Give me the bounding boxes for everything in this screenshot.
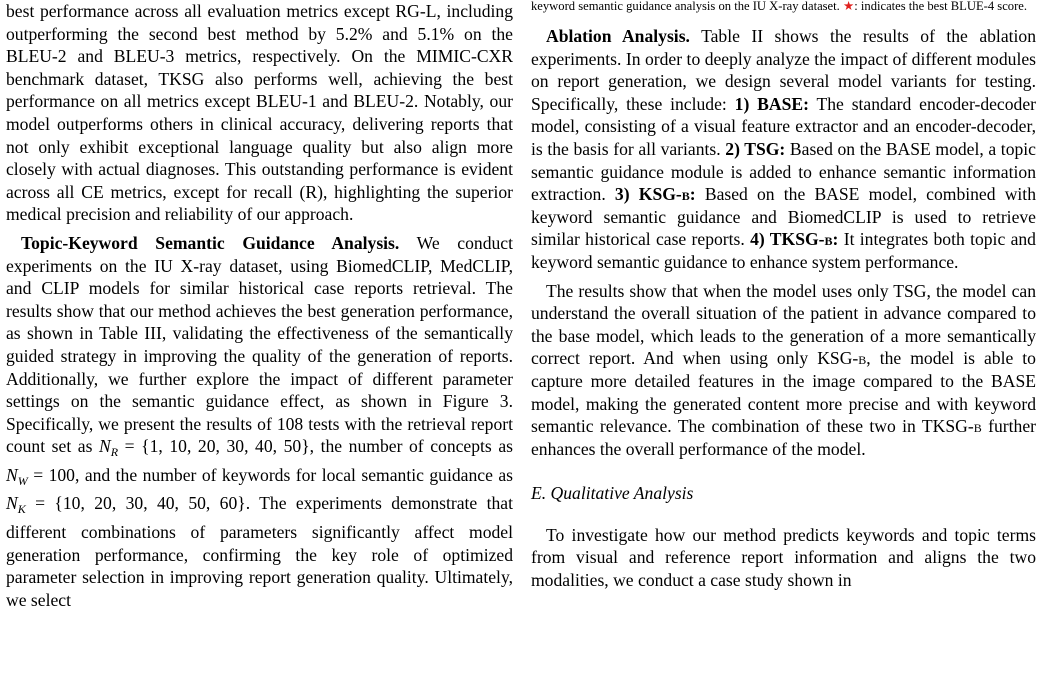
right-column	[531, 0, 1036, 592]
paragraph-topic-keyword-analysis	[6, 232, 513, 612]
paragraph-text: , the number of concepts as	[309, 436, 514, 457]
math-symbol: N	[6, 493, 18, 514]
math-subscript: W	[17, 473, 28, 488]
variant-label-smallcaps: b	[824, 229, 833, 250]
caption-text: : indicates the best BLUE-4 score.	[854, 0, 1028, 13]
math-value: = {1, 10, 20, 30, 40, 50}	[118, 436, 310, 457]
paragraph-text: We conduct experiments on the IU X-ray dataset, using BiomedCLIP, MedCLIP, and CLIP models for similar historical case reports retrieval. The results show that our method achieves the best generation performance, as shown in Table III, validating the effectiveness of the semantically guided strategy in improving the quality of the generation of reports. Additionally, we further explore the impact of different parameter settings on the semantic guidance effect, as shown in Figure 3. Specifically, we present the results of 108 tests with the retrieval report count set as	[6, 232, 513, 457]
variant-label-smallcaps: b	[681, 184, 690, 205]
paragraph-heading: Ablation Analysis.	[546, 26, 690, 46]
paragraph-qualitative-analysis: To investigate how our method predicts keywords and topic terms from visual and reference report information and aligns the two modalities, we conduct a case study shown in	[531, 524, 1036, 591]
paragraph-text: further enhances the overall performance of the model.	[531, 416, 1036, 459]
star-icon: ★	[842, 0, 855, 13]
table-caption	[531, 0, 1036, 13]
variant-label-text: 3) KSG-	[614, 184, 682, 205]
variant-label-colon: :	[689, 184, 696, 205]
variant-label-ksg	[615, 184, 696, 204]
variant-label-tksg	[750, 229, 838, 249]
paragraph-text: The results show that when the model uses only TSG, the model can understand the overall situation of the patient in advance compared to the base model, which leads to the generation of a more semantically correct report. And when using only KSG-	[531, 280, 1036, 369]
paragraph-text: . The experiments demonstrate that different combinations of parameters significantly affect model generation performance, confirming the key role of optimized parameter selection in improving report generation quality. Ultimately, we select	[6, 493, 513, 610]
variant-label-base: 1) BASE:	[734, 93, 809, 114]
math-subscript: R	[110, 445, 119, 460]
math-nr	[99, 436, 310, 460]
math-subscript: K	[17, 502, 26, 517]
smallcaps-text: b	[858, 348, 867, 369]
variant-label-tsg: 2) TSG:	[725, 138, 786, 159]
math-value: = 100	[27, 464, 75, 485]
paragraph-text: , and the number of keywords for local semantic guidance as	[74, 464, 513, 485]
paragraph-ablation-results	[531, 280, 1036, 461]
math-value: = {10, 20, 30, 40, 50, 60}	[25, 493, 246, 514]
caption-text: keyword semantic guidance analysis on the IU X-ray dataset.	[531, 0, 843, 13]
paragraph-text: Based on the BASE model, combined with keyword semantic guidance and BiomedCLIP is used to retrieve similar historical case reports.	[531, 184, 1036, 250]
math-nw	[6, 464, 75, 488]
variant-label-colon: :	[832, 229, 839, 250]
paragraph-text: It integrates both topic and keyword semantic guidance to enhance system performance.	[531, 229, 1036, 272]
math-nk	[6, 493, 246, 517]
paragraph-heading: Topic-Keyword Semantic Guidance Analysis.	[21, 232, 400, 253]
paragraph-ablation-analysis	[531, 25, 1036, 274]
paragraph-text: Table II shows the results of the ablation experiments. In order to deeply analyze the impact of different modules on report generation, we design several model variants for testing. Specifically, these include:	[531, 26, 1036, 114]
paragraph-text: , the model is able to capture more detailed features in the image compared to the BASE model, making the generated content more precise and with keyword semantic relevance. The combination of these two in TKSG-	[531, 348, 1036, 437]
left-column	[6, 0, 513, 611]
variant-label-text: 4) TKSG-	[750, 229, 825, 250]
smallcaps-text: b	[973, 416, 982, 437]
paragraph-results-summary: best performance across all evaluation metrics except RG-L, including outperforming the second best method by 5.2% and 5.1% on the BLEU-2 and BLEU-3 metrics, respectively. On the MIMIC-CXR benchmark dataset, TKSG also performs well, achieving the best performance on all metrics except BLEU-1 and BLEU-2. Notably, our model outperforms others in clinical accuracy, delivering reports that not only exhibit exceptional language quality but also align more closely with actual diagnoses. This outstanding performance is evident across all CE metrics, except for recall (R), highlighting the superior medical precision and reliability of our approach.	[6, 1, 513, 225]
math-symbol: N	[99, 436, 111, 457]
paragraph-text: The standard encoder-decoder model, consisting of a visual feature extractor and an encoder-decoder, is the basis for all variants.	[531, 93, 1036, 159]
paragraph-text: Based on the BASE model, a topic semantic guidance module is added to enhance semantic information extraction.	[531, 138, 1036, 205]
section-title: E. Qualitative Analysis	[531, 483, 694, 504]
math-symbol: N	[6, 464, 18, 485]
